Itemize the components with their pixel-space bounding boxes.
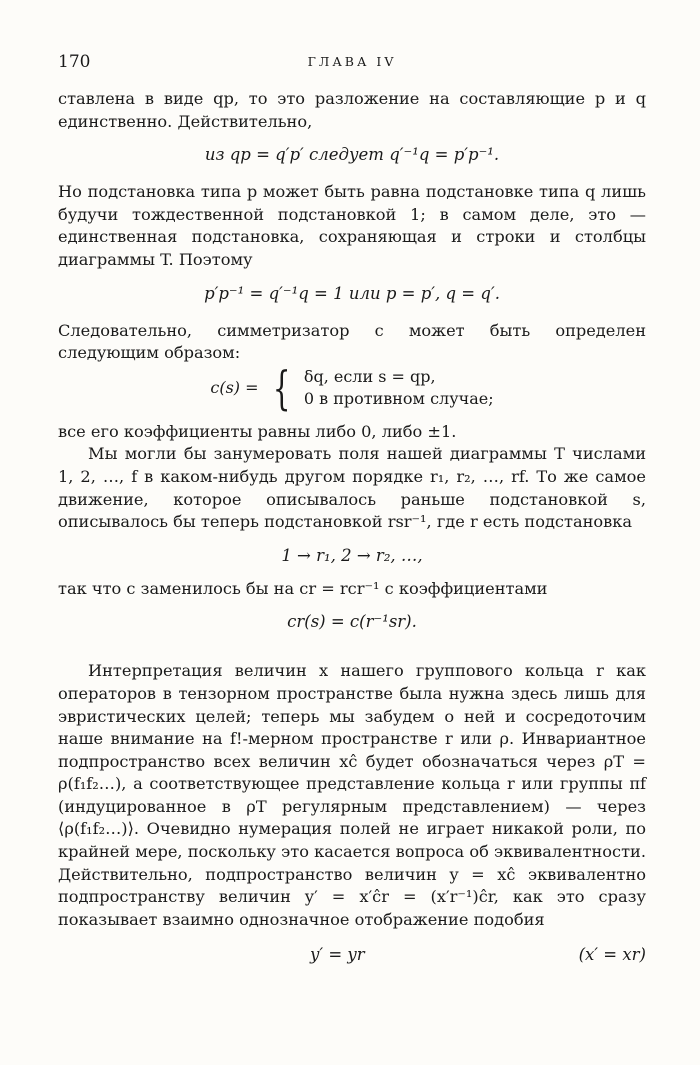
equation-1: из qp = q′p′ следует q′⁻¹q = p′p⁻¹. bbox=[204, 145, 500, 165]
paragraph-7: Интерпретация величин x нашего группового кольца r как операторов в тензорном пространстве была нужна здесь лишь для эвристических целей; теперь мы забудем о ней и сосредоточим наше внимание на f!-мерном пространстве r или ρ. Инвариантное подпространство всех величин xĉ будет обозначаться через ρT = ρ(f₁f₂…), а соответствующее представление кольца r или группы πf (индуцированное в ρT регулярным представлением) — через ⟨ρ(f₁f₂…)⟩. Очевидно нумерация полей не играет никакой роли, по крайней мере, поскольку это касается вопроса об эквивалентности. Действительно, подпространство величин y = xĉ эквивалентно подпространству величин y′ = x′ĉr = (x′r⁻¹)ĉr, как это сразу показывает взаимно однозначное отображение подобия bbox=[58, 661, 646, 929]
paragraph-2: Но подстановка типа p может быть равна подстановке типа q лишь будучи тождественной подстановкой 1; в самом деле, это — единственная подстановка, сохраняющая и строки и столбцы диаграммы T. Поэтому bbox=[58, 182, 646, 269]
equation-5-right: (x′ = xr) bbox=[578, 945, 646, 965]
case-row-1: δq, если s = qp, bbox=[303, 366, 436, 386]
chapter-title: ГЛАВА IV bbox=[307, 54, 397, 69]
running-header bbox=[58, 52, 646, 78]
equation-2: p′p⁻¹ = q′⁻¹q = 1 или p = p′, q = q′. bbox=[204, 283, 500, 303]
book-page bbox=[58, 52, 646, 964]
paragraph-6: так что c заменилось бы на cr = rcr⁻¹ с коэффициентами bbox=[58, 578, 548, 598]
left-brace-icon: { bbox=[272, 360, 290, 415]
equation-3: 1 → r₁, 2 → r₂, …, bbox=[281, 545, 423, 565]
piecewise-definition bbox=[58, 360, 646, 415]
case-row-2: 0 в противном случае; bbox=[303, 388, 494, 408]
equation-5 bbox=[58, 945, 646, 964]
paragraph-4: все его коэффициенты равны либо 0, либо ±1. bbox=[58, 421, 457, 441]
equation-4: cr(s) = c(r⁻¹sr). bbox=[287, 612, 417, 632]
paragraph-3: Следовательно, симметризатор c может быть определен следующим образом: bbox=[58, 320, 646, 363]
page-number: 170 bbox=[58, 52, 91, 72]
case-lhs: c(s) = bbox=[210, 377, 259, 397]
paragraph-1: ставлена в виде qp, то это разложение на составляющие p и q единственно. Действительно, bbox=[58, 89, 646, 131]
equation-5-left: y′ = yr bbox=[310, 945, 365, 965]
paragraph-5: Мы могли бы занумеровать поля нашей диаграммы T числами 1, 2, …, f в каком-нибудь другом порядке r₁, r₂, …, rf. То же самое движение, которое описывалось раньше подстановкой s, описывалось бы теперь подстановкой rsr⁻¹, где r есть подстановка bbox=[58, 444, 646, 532]
